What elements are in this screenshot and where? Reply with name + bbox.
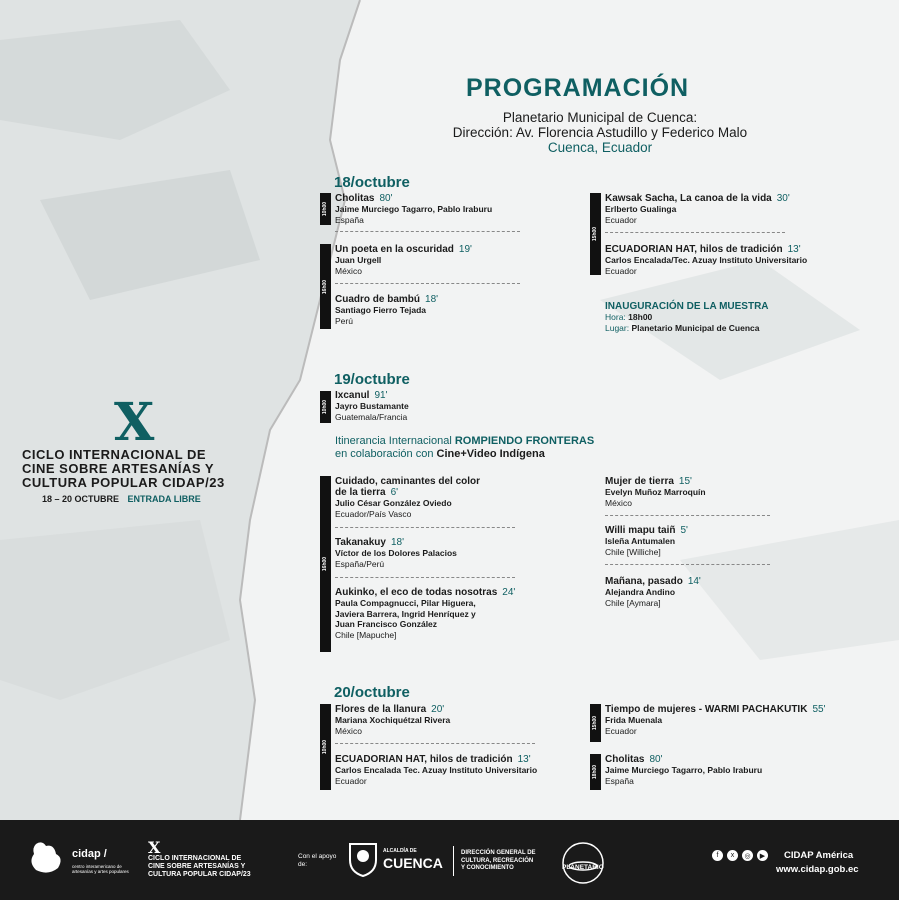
film-entry: Aukinko, el eco de todas nosotras 24' Paula Compagnucci, Pilar Higuera, Javiera Barrera, Ingrid Henríquez y Juan Francisco González Chile [Mapuche] — [335, 587, 516, 640]
film-entry: Mujer de tierra 15' Evelyn Muñoz Marroquín México — [605, 476, 706, 508]
coat-of-arms-icon — [346, 838, 380, 878]
film-entry: Ixcanul 91' Jayro Bustamante Guatemala/Francia — [335, 390, 409, 422]
film-entry: Cholitas 80' Jaime Murciego Tagarro, Pablo Iraburu España — [605, 754, 763, 786]
divider — [453, 846, 454, 876]
social-icons — [712, 850, 772, 861]
page-title: PROGRAMACIÓN — [466, 74, 690, 102]
day18-time-c: 15h00 — [590, 193, 601, 275]
website-link[interactable]: www.cidap.gob.ec — [776, 864, 859, 875]
direccion-cultura: DIRECCIÓN GENERAL DE CULTURA, RECREACIÓN Y CONOCIMIENTO — [461, 850, 536, 871]
film-entry: Un poeta en la oscuridad 19' Juan Urgell México — [335, 244, 472, 276]
film-entry: ECUADORIAN HAT, hilos de tradición 13' Carlos Encalada Tec. Azuay Instituto Universitario Ecuador — [335, 754, 538, 786]
twitter-icon[interactable]: x — [727, 850, 738, 861]
ciclo-x-logo: X — [148, 838, 161, 857]
divider — [605, 515, 770, 516]
youtube-icon[interactable]: ▶ — [757, 850, 768, 861]
film-entry: Cuadro de bambú 18' Santiago Fierro Tejada Perú — [335, 294, 439, 326]
day18-date: 18/octubre — [334, 174, 410, 191]
divider — [335, 743, 535, 744]
day19-time-a: 10h00 — [320, 391, 331, 423]
film-entry: Flores de la llanura 20' Mariana Xochiquétzal Rivera México — [335, 704, 451, 736]
pottery-icon — [28, 840, 68, 876]
divider — [335, 527, 515, 528]
event-name-line2: CINE SOBRE ARTESANÍAS Y — [22, 461, 215, 476]
edition-x-logo: X — [114, 392, 155, 453]
facebook-icon[interactable]: f — [712, 850, 723, 861]
alcaldia-label: ALCALDÍA DE — [383, 848, 417, 854]
divider — [335, 283, 520, 284]
day20-time-c: 18h00 — [590, 754, 601, 790]
day19-time-b: 16h00 — [320, 476, 331, 652]
film-entry: Cuidado, caminantes del color de la tierra 6' Julio César González Oviedo Ecuador/País Vasco — [335, 476, 481, 519]
ciclo-name: CICLO INTERNACIONAL DE CINE SOBRE ARTESANÍAS Y CULTURA POPULAR CIDAP/23 — [148, 855, 251, 878]
film-entry: Takanakuy 18' Víctor de los Dolores Palacios España/Perú — [335, 537, 457, 569]
divider — [605, 564, 770, 565]
day18-time-b: 16h00 — [320, 244, 331, 329]
planetario-label: PLANETARIO — [562, 864, 604, 871]
event-name — [22, 448, 225, 490]
footer — [0, 820, 899, 900]
film-entry: Kawsak Sacha, La canoa de la vida 30' Erlberto Gualinga Ecuador — [605, 193, 790, 225]
inauguration-title: INAUGURACIÓN DE LA MUESTRA — [605, 301, 769, 312]
cidap-subtitle: centro interamericano de artesanías y artes populares — [72, 864, 129, 874]
film-entry: ECUADORIAN HAT, hilos de tradición 13' Carlos Encalada/Tec. Azuay Instituto Universitario Ecuador — [605, 244, 808, 276]
day20-time-b: 15h00 — [590, 704, 601, 742]
planet-icon — [560, 840, 606, 886]
inauguration-block: INAUGURACIÓN DE LA MUESTRA Hora: 18h00 Lugar: Planetario Municipal de Cuenca — [605, 301, 769, 333]
free-entry-label: ENTRADA LIBRE — [127, 494, 201, 504]
film-entry: Tiempo de mujeres - WARMI PACHAKUTIK 55' Frida Muenala Ecuador — [605, 704, 826, 736]
cuenca-label: CUENCA — [383, 855, 443, 871]
cidap-logo — [28, 840, 68, 881]
venue-name: Planetario Municipal de Cuenca: — [502, 110, 698, 125]
social-handle[interactable]: CIDAP América — [784, 850, 854, 861]
day18-time-a: 10h00 — [320, 193, 331, 225]
event-name-line1: CICLO INTERNACIONAL DE — [22, 447, 207, 462]
divider — [605, 232, 785, 233]
event-name-line3: CULTURA POPULAR CIDAP/23 — [22, 475, 225, 490]
cidap-name: cidap / — [72, 848, 107, 860]
day20-time-a: 10h00 — [320, 704, 331, 790]
divider — [335, 577, 515, 578]
itinerancia-block: Itinerancia Internacional ROMPIENDO FRONTERAS en colaboración con Cine+Video Indígena — [335, 435, 595, 460]
venue-city: Cuenca, Ecuador — [547, 140, 653, 155]
divider — [335, 231, 520, 232]
film-entry: Mañana, pasado 14' Alejandra Andino Chile [Aymara] — [605, 576, 701, 608]
instagram-icon[interactable]: ◎ — [742, 850, 753, 861]
event-dates — [42, 494, 201, 504]
event-date-range: 18 – 20 OCTUBRE — [42, 494, 120, 504]
cuenca-crest — [346, 838, 380, 883]
day20-date: 20/octubre — [334, 684, 410, 701]
film-entry: Cholitas 80' Jaime Murciego Tagarro, Pablo Iraburu España — [335, 193, 493, 225]
venue-address: Dirección: Av. Florencia Astudillo y Federico Malo — [452, 125, 748, 140]
support-label: Con el apoyo de: — [298, 853, 337, 868]
film-entry: Willi mapu taiñ 5' Isleña Antumalen Chile [Williche] — [605, 525, 688, 557]
day19-date: 19/octubre — [334, 371, 410, 388]
